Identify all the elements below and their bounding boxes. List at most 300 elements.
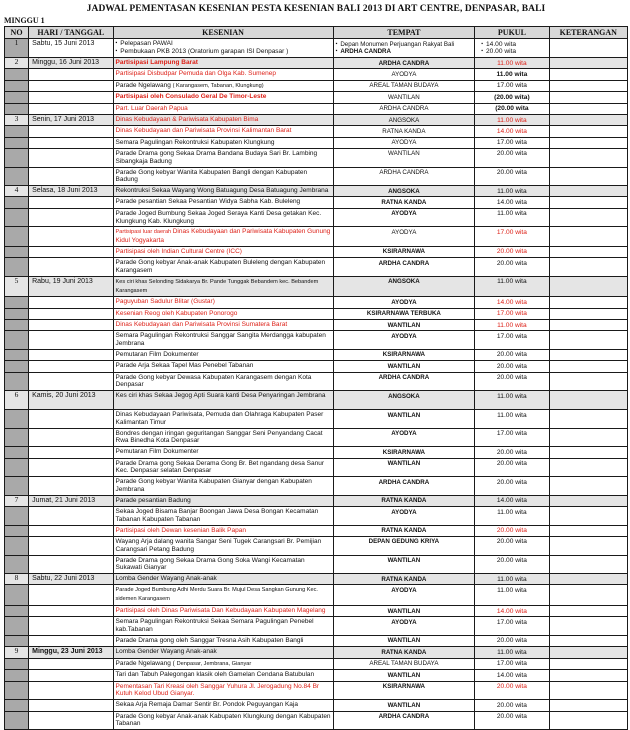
tempat-cell bbox=[333, 670, 475, 681]
kesenian-text: Pementasan Tari Kreasi oleh Sanggar Yuhura Jl. Jerogadung No.84 Br Kutuh Kelod Ubud Gianyar. bbox=[115, 682, 320, 698]
keterangan-cell bbox=[549, 495, 627, 506]
kesenian-cell bbox=[113, 477, 333, 496]
kesenian-text: Parade Ngelawang ( bbox=[115, 659, 177, 667]
tempat-text: AREAL TAMAN BUDAYA bbox=[369, 82, 439, 90]
no-cell bbox=[5, 711, 29, 730]
tempat-text: KSIRARNAWA bbox=[382, 248, 426, 256]
col-header-tempat: TEMPAT bbox=[333, 27, 475, 39]
pukul-text: 11.00 wita bbox=[497, 59, 527, 67]
date-cell bbox=[29, 208, 113, 227]
kesenian-text: Pemutaran Film Dokumenter bbox=[115, 448, 199, 456]
date-cell bbox=[29, 227, 113, 247]
tempat-text: WANTILAN bbox=[387, 557, 421, 565]
kesenian-text: Rekontruksi Sekaa Wayang Wong Batuagung Desa Batuagung Jembrana bbox=[115, 187, 329, 195]
date-cell bbox=[29, 92, 113, 103]
pukul-cell bbox=[475, 246, 549, 257]
tempat-cell bbox=[333, 555, 475, 574]
keterangan-cell bbox=[549, 148, 627, 167]
tempat-text: KSIRARNAWA bbox=[382, 448, 426, 456]
schedule-row bbox=[5, 80, 628, 92]
no-cell bbox=[5, 361, 29, 372]
keterangan-cell bbox=[549, 681, 627, 700]
keterangan-cell bbox=[549, 555, 627, 574]
keterangan-cell bbox=[549, 507, 627, 526]
pukul-cell bbox=[475, 137, 549, 148]
no-cell bbox=[5, 617, 29, 636]
tempat-cell bbox=[333, 197, 475, 208]
pukul-cell bbox=[475, 103, 549, 114]
kesenian-cell bbox=[113, 410, 333, 429]
keterangan-cell bbox=[549, 585, 627, 606]
keterangan-cell bbox=[549, 115, 627, 126]
kesenian-text: Wayang Arja dalang wanita Sangar Seni Tugek Carangsari Br. Pemijian Carangsari Petang Badung bbox=[115, 537, 322, 553]
kesenian-cell bbox=[113, 658, 333, 670]
keterangan-cell bbox=[549, 428, 627, 447]
no-cell bbox=[5, 148, 29, 167]
tempat-text: WANTILAN bbox=[387, 701, 421, 709]
tempat-text: WANTILAN bbox=[388, 150, 420, 158]
no-cell: 5 bbox=[5, 276, 29, 297]
kesenian-text: Parade Gong kebyar Dewasa Kabupaten Karangasem dengan Kota Denpasar bbox=[115, 373, 312, 389]
pukul-cell bbox=[475, 308, 549, 319]
schedule-row bbox=[5, 148, 628, 167]
kesenian-cell bbox=[113, 670, 333, 681]
no-cell: 7 bbox=[5, 495, 29, 506]
kesenian-cell bbox=[113, 574, 333, 585]
schedule-row bbox=[5, 103, 628, 114]
pukul-text: 11.00 wita bbox=[497, 411, 527, 419]
pukul-text: 14.00 wita bbox=[496, 497, 527, 505]
pukul-text: 20.00 wita bbox=[496, 527, 527, 535]
bullet-text: Pelepasan PAWAI bbox=[120, 40, 173, 47]
kesenian-text: Parade Ngelawang bbox=[115, 81, 173, 89]
tempat-cell bbox=[333, 428, 475, 447]
date-cell bbox=[29, 372, 113, 391]
no-cell: 6 bbox=[5, 391, 29, 410]
keterangan-cell bbox=[549, 458, 627, 477]
schedule-row bbox=[5, 507, 628, 526]
table-header-row bbox=[5, 27, 628, 39]
kesenian-cell bbox=[113, 681, 333, 700]
bullet-item bbox=[336, 41, 473, 49]
date-cell: Selasa, 18 Juni 2013 bbox=[29, 186, 113, 197]
schedule-row bbox=[5, 670, 628, 681]
pukul-cell bbox=[475, 80, 549, 92]
no-cell: 1 bbox=[5, 39, 29, 58]
pukul-cell bbox=[475, 670, 549, 681]
keterangan-cell bbox=[549, 39, 627, 58]
kesenian-cell bbox=[113, 308, 333, 319]
no-cell bbox=[5, 458, 29, 477]
kesenian-cell bbox=[113, 246, 333, 257]
tempat-text: RATNA KANDA bbox=[381, 497, 427, 505]
date-cell bbox=[29, 80, 113, 92]
kesenian-cell bbox=[113, 297, 333, 308]
pukul-cell bbox=[475, 197, 549, 208]
schedule-row bbox=[5, 320, 628, 331]
no-cell bbox=[5, 103, 29, 114]
date-cell bbox=[29, 349, 113, 360]
date-cell: Sabtu, 15 Juni 2013 bbox=[29, 39, 113, 58]
pukul-cell bbox=[475, 167, 549, 186]
pukul-cell bbox=[475, 58, 549, 69]
pukul-text: 20.00 wita bbox=[496, 150, 527, 158]
keterangan-cell bbox=[549, 69, 627, 80]
tempat-text: AYODYA bbox=[391, 430, 417, 438]
tempat-text: WANTILAN bbox=[387, 411, 421, 419]
schedule-row bbox=[5, 574, 628, 585]
keterangan-cell bbox=[549, 186, 627, 197]
kesenian-text: Parade Arja Sekaa Tapel Mas Penebel Tabanan bbox=[115, 362, 254, 370]
tempat-text: AYODYA bbox=[391, 508, 417, 516]
kesenian-cell bbox=[113, 555, 333, 574]
tempat-cell bbox=[333, 477, 475, 496]
kesenian-text: Parade pesantian Badung bbox=[115, 496, 191, 504]
kesenian-cell bbox=[113, 320, 333, 331]
tempat-cell bbox=[333, 410, 475, 429]
tempat-cell bbox=[333, 227, 475, 247]
pukul-text: 11.00 wita bbox=[496, 70, 528, 78]
schedule-row bbox=[5, 69, 628, 80]
keterangan-cell bbox=[549, 647, 627, 658]
keterangan-cell bbox=[549, 258, 627, 277]
pukul-text: 20.00 wita bbox=[496, 362, 527, 370]
keterangan-cell bbox=[549, 126, 627, 137]
pukul-text: 11.00 wita bbox=[497, 278, 527, 286]
keterangan-cell bbox=[549, 670, 627, 681]
keterangan-cell bbox=[549, 331, 627, 350]
tempat-cell bbox=[333, 647, 475, 658]
pukul-cell bbox=[475, 39, 549, 58]
keterangan-cell bbox=[549, 103, 627, 114]
square-bullet-icon: ▪ bbox=[481, 48, 484, 55]
keterangan-cell bbox=[549, 711, 627, 730]
pukul-text: 20.00 wita bbox=[496, 351, 527, 359]
kesenian-text: Lomba Gender Wayang Anak-anak bbox=[115, 575, 217, 583]
keterangan-cell bbox=[549, 536, 627, 555]
kesenian-text: Sekaa Joged Bisama Banjar Boongan Jawa Desa Bongan Kecamatan Tabanan Kabupaten Tabanan bbox=[115, 508, 319, 523]
schedule-row bbox=[5, 700, 628, 711]
pukul-cell bbox=[475, 585, 549, 606]
pukul-text: 20.00 wita bbox=[496, 259, 527, 267]
kesenian-text: Kes ciri khas Selonding Sidakarya Br. Pande Tunggak Bebandem kec. Bebandem Karangasem bbox=[115, 278, 319, 294]
kesenian-text: Semara Pagulingan Rekontruksi Sanggar Sangita Merdangga kabupaten Jembrana bbox=[115, 332, 326, 348]
no-cell bbox=[5, 208, 29, 227]
schedule-table bbox=[4, 26, 628, 730]
no-cell bbox=[5, 126, 29, 137]
tempat-cell bbox=[333, 80, 475, 92]
no-cell bbox=[5, 658, 29, 670]
kesenian-cell bbox=[113, 711, 333, 730]
date-cell bbox=[29, 670, 113, 681]
date-cell bbox=[29, 308, 113, 319]
tempat-cell bbox=[333, 711, 475, 730]
kesenian-cell bbox=[113, 103, 333, 114]
schedule-row bbox=[5, 525, 628, 536]
keterangan-cell bbox=[549, 410, 627, 429]
tempat-text: AYODYA bbox=[391, 70, 417, 78]
schedule-row bbox=[5, 115, 628, 126]
bullet-item bbox=[481, 48, 546, 56]
tempat-cell bbox=[333, 700, 475, 711]
date-cell bbox=[29, 555, 113, 574]
kesenian-cell bbox=[113, 635, 333, 646]
schedule-row bbox=[5, 647, 628, 658]
keterangan-cell bbox=[549, 525, 627, 536]
pukul-text: 20.00 wita bbox=[496, 374, 527, 381]
schedule-row bbox=[5, 197, 628, 208]
date-cell bbox=[29, 137, 113, 148]
keterangan-cell bbox=[549, 208, 627, 227]
kesenian-text: Dinas Kebudayaan dan Pariwisata Kabupaten Gunung Kidul Yogyakarta bbox=[115, 228, 331, 245]
schedule-row bbox=[5, 331, 628, 350]
tempat-cell bbox=[333, 308, 475, 319]
kesenian-cell bbox=[113, 80, 333, 92]
keterangan-cell bbox=[549, 80, 627, 92]
kesenian-text: Dinas Kebudayaan dan Pariwisata Provinsi Kalimantan Barat bbox=[115, 127, 292, 135]
no-cell bbox=[5, 525, 29, 536]
kesenian-cell bbox=[113, 372, 333, 391]
pukul-cell bbox=[475, 711, 549, 730]
date-cell bbox=[29, 635, 113, 646]
tempat-cell bbox=[333, 507, 475, 526]
pukul-cell bbox=[475, 536, 549, 555]
tempat-cell bbox=[333, 258, 475, 277]
tempat-text: RATNA KANDA bbox=[381, 527, 427, 535]
kesenian-text: Kes ciri khas Sekaa Jegog Apti Suara kanti Desa Penyaringan Jembrana bbox=[115, 392, 326, 400]
date-cell bbox=[29, 700, 113, 711]
pukul-text: 20.00 wita bbox=[496, 538, 527, 546]
pukul-cell bbox=[475, 658, 549, 670]
date-cell bbox=[29, 711, 113, 730]
pukul-text: 17.00 wita bbox=[496, 228, 527, 236]
pukul-text: 11.00 wita bbox=[497, 508, 527, 516]
schedule-row bbox=[5, 410, 628, 429]
pukul-cell bbox=[475, 186, 549, 197]
kesenian-text: Parade Gong kebyar Anak-anak Kabupaten Klungkung dengan Kabupaten Tabanan bbox=[115, 712, 331, 728]
kesenian-cell bbox=[113, 495, 333, 506]
date-cell bbox=[29, 658, 113, 670]
pukul-text: (20.00 wita bbox=[495, 105, 529, 113]
date-cell bbox=[29, 681, 113, 700]
schedule-row bbox=[5, 92, 628, 103]
kesenian-cell bbox=[113, 227, 333, 247]
schedule-row bbox=[5, 349, 628, 360]
kesenian-text: Dinas Kebudayaan & Pariwisata Kabupaten Bima bbox=[115, 116, 259, 124]
kesenian-text: Paguyuban Sadulur Blitar (Gustar) bbox=[115, 298, 215, 306]
pukul-cell bbox=[475, 69, 549, 80]
tempat-text: AYODYA bbox=[391, 210, 417, 218]
pukul-text: 17.00 wita bbox=[496, 618, 527, 626]
keterangan-cell bbox=[549, 477, 627, 496]
date-cell: Minggu, 16 Juni 2013 bbox=[29, 58, 113, 69]
tempat-cell bbox=[333, 606, 475, 617]
schedule-row bbox=[5, 555, 628, 574]
tempat-cell bbox=[333, 447, 475, 458]
schedule-row bbox=[5, 391, 628, 410]
pukul-text: 17.00 wita bbox=[496, 430, 527, 438]
pukul-cell bbox=[475, 148, 549, 167]
kesenian-text: Tari dan Tabuh Palegongan klasik oleh Gamelan Cendana Batubulan bbox=[115, 671, 315, 679]
bullet-text: ARDHA CANDRA bbox=[340, 48, 391, 56]
date-cell: Minggu, 23 Juni 2013 bbox=[29, 647, 113, 658]
keterangan-cell bbox=[549, 276, 627, 297]
schedule-row bbox=[5, 585, 628, 606]
tempat-text: WANTILAN bbox=[387, 362, 421, 370]
schedule-row bbox=[5, 458, 628, 477]
col-header-keterangan: KETERANGAN bbox=[549, 27, 627, 39]
date-cell bbox=[29, 361, 113, 372]
schedule-row bbox=[5, 208, 628, 227]
kesenian-text: Kesenian Reog oleh Kabupaten Ponorogo bbox=[115, 309, 238, 317]
pukul-cell bbox=[475, 574, 549, 585]
date-cell: Kamis, 20 Juni 2013 bbox=[29, 391, 113, 410]
kesenian-cell bbox=[113, 507, 333, 526]
pukul-text: 17.00 wita bbox=[496, 310, 527, 318]
tempat-cell bbox=[333, 635, 475, 646]
pukul-cell bbox=[475, 681, 549, 700]
tempat-cell bbox=[333, 297, 475, 308]
tempat-text: KSIRARNAWA TERBUKA bbox=[366, 310, 441, 318]
no-cell bbox=[5, 69, 29, 80]
pukul-cell bbox=[475, 258, 549, 277]
date-cell bbox=[29, 507, 113, 526]
kesenian-cell bbox=[113, 276, 333, 297]
date-cell bbox=[29, 246, 113, 257]
pukul-cell bbox=[475, 115, 549, 126]
kesenian-cell bbox=[113, 447, 333, 458]
schedule-row bbox=[5, 126, 628, 137]
pukul-text: 20.00 wita bbox=[496, 460, 527, 468]
pukul-text: 11.00 wita bbox=[497, 648, 527, 656]
pukul-text: 14.00 wita bbox=[496, 298, 527, 306]
pukul-cell bbox=[475, 92, 549, 103]
pukul-cell bbox=[475, 525, 549, 536]
keterangan-cell bbox=[549, 297, 627, 308]
keterangan-cell bbox=[549, 617, 627, 636]
no-cell bbox=[5, 227, 29, 247]
kesenian-cell bbox=[113, 258, 333, 277]
pukul-text: 11.00 wita bbox=[497, 210, 527, 218]
pukul-cell bbox=[475, 372, 549, 391]
keterangan-cell bbox=[549, 197, 627, 208]
no-cell bbox=[5, 167, 29, 186]
tempat-cell bbox=[333, 208, 475, 227]
pukul-cell bbox=[475, 428, 549, 447]
pukul-cell bbox=[475, 349, 549, 360]
kesenian-text: Parade Drama gong Sekaa Drama Gong Soka Wangi Kecamatan Sukawati Gianyar bbox=[115, 556, 305, 572]
schedule-row bbox=[5, 246, 628, 257]
tempat-text: ANGSOKA bbox=[388, 116, 420, 124]
date-cell bbox=[29, 197, 113, 208]
tempat-cell bbox=[333, 186, 475, 197]
kesenian-text: Parade Drama gong Sekaa Drama Bandana Budaya Sari Br. Lambing Sibangkaja Badung bbox=[115, 149, 318, 165]
date-cell bbox=[29, 69, 113, 80]
kesenian-text: Semara Pagulingan Rekontruksi Kabupaten Klungkung bbox=[115, 138, 275, 146]
square-bullet-icon: ▪ bbox=[115, 47, 118, 54]
tempat-cell bbox=[333, 39, 475, 58]
pukul-cell bbox=[475, 227, 549, 247]
kesenian-cell bbox=[113, 115, 333, 126]
no-cell bbox=[5, 447, 29, 458]
date-cell bbox=[29, 606, 113, 617]
tempat-cell bbox=[333, 137, 475, 148]
no-cell bbox=[5, 536, 29, 555]
no-cell bbox=[5, 320, 29, 331]
schedule-row bbox=[5, 447, 628, 458]
kesenian-cell bbox=[113, 126, 333, 137]
schedule-row bbox=[5, 276, 628, 297]
kesenian-text: Partisipasi Disbudpar Pemuda dan Olga Kab. Sumenep bbox=[115, 70, 276, 78]
bullet-text: 14.00 wita bbox=[486, 40, 517, 48]
keterangan-cell bbox=[549, 167, 627, 186]
pukul-text: 14.00 wita bbox=[496, 127, 527, 135]
no-cell bbox=[5, 555, 29, 574]
pukul-text: 20.00 wita bbox=[496, 637, 527, 645]
schedule-row bbox=[5, 495, 628, 506]
pukul-cell bbox=[475, 391, 549, 410]
pukul-cell bbox=[475, 410, 549, 429]
schedule-body bbox=[5, 39, 628, 730]
kesenian-text: Dinas Kebudayaan dan Pariwisata Provinsi Sumatera Barat bbox=[115, 321, 288, 329]
tempat-text: KSIRARNAWA bbox=[382, 351, 426, 359]
tempat-cell bbox=[333, 103, 475, 114]
pukul-text: 20.00 wita bbox=[496, 169, 527, 177]
bullet-text: Depan Monumen Perjuangan Rakyat Bali bbox=[340, 40, 455, 48]
date-cell: Rabu, 19 Juni 2013 bbox=[29, 276, 113, 297]
col-header-no: NO bbox=[5, 27, 29, 39]
tempat-cell bbox=[333, 92, 475, 103]
tempat-text: AYODYA bbox=[391, 298, 417, 306]
kesenian-cell bbox=[113, 331, 333, 350]
keterangan-cell bbox=[549, 372, 627, 391]
tempat-cell bbox=[333, 681, 475, 700]
tempat-cell bbox=[333, 167, 475, 186]
tempat-text: WANTILAN bbox=[388, 93, 420, 101]
tempat-cell bbox=[333, 536, 475, 555]
no-cell bbox=[5, 297, 29, 308]
date-cell bbox=[29, 410, 113, 429]
col-header-hari-tanggal: HARI / TANGGAL bbox=[29, 27, 113, 39]
square-bullet-icon: ▪ bbox=[481, 40, 484, 47]
tempat-cell bbox=[333, 58, 475, 69]
no-cell bbox=[5, 349, 29, 360]
tempat-text: RATNA KANDA bbox=[382, 127, 426, 135]
kesenian-text: Denpasar, Jembrana, Gianyar bbox=[176, 660, 252, 667]
kesenian-cell bbox=[113, 58, 333, 69]
tempat-text: AREAL TAMAN BUDAYA bbox=[369, 660, 439, 668]
keterangan-cell bbox=[549, 700, 627, 711]
schedule-row bbox=[5, 617, 628, 636]
schedule-row bbox=[5, 39, 628, 58]
kesenian-text: Partisipasi oleh Consulado Geral De Timor-Leste bbox=[115, 93, 267, 101]
keterangan-cell bbox=[549, 361, 627, 372]
schedule-row bbox=[5, 186, 628, 197]
tempat-cell bbox=[333, 115, 475, 126]
schedule-row bbox=[5, 308, 628, 319]
kesenian-cell bbox=[113, 148, 333, 167]
square-bullet-icon: ▪ bbox=[115, 40, 118, 46]
pukul-cell bbox=[475, 458, 549, 477]
kesenian-cell bbox=[113, 525, 333, 536]
tempat-text: WANTILAN bbox=[387, 671, 421, 679]
keterangan-cell bbox=[549, 92, 627, 103]
kesenian-text: Parade Drama gong oleh Sanggar Tresna Asih Kabupaten Bangli bbox=[115, 636, 304, 644]
pukul-cell bbox=[475, 331, 549, 350]
kesenian-text: Parade Joged Bumbung Sekaa Joged Seraya Kanti Desa getakan Kec. Klungkung Kab. Klungkung bbox=[115, 209, 322, 225]
keterangan-cell bbox=[549, 606, 627, 617]
week-label: MINGGU 1 bbox=[4, 16, 45, 25]
